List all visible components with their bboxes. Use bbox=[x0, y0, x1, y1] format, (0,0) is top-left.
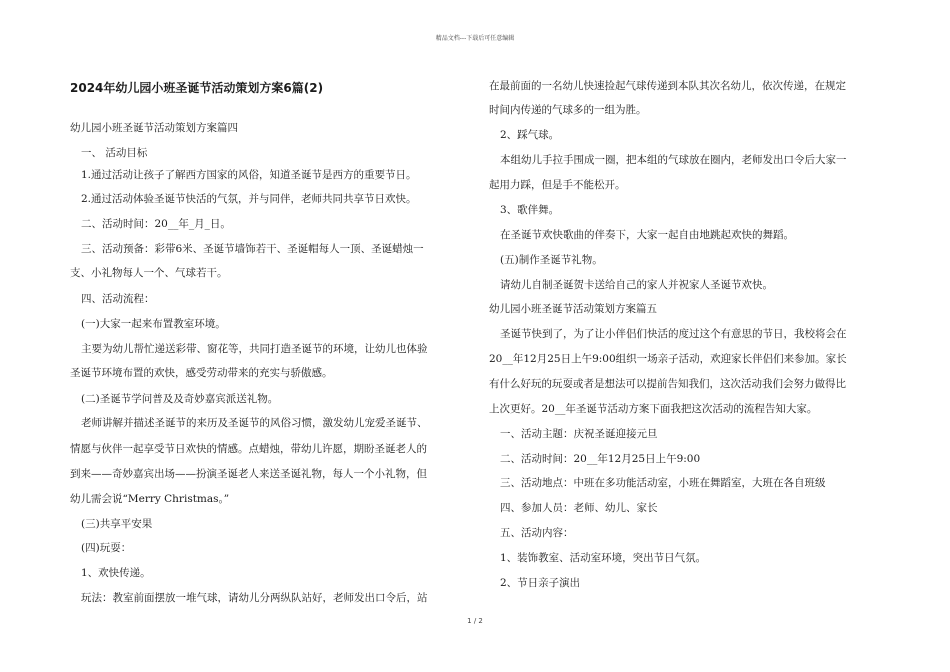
section-heading: 幼儿园小班圣诞节活动策划方案篇五 bbox=[489, 303, 657, 315]
paragraph-line: 四、参加人员：老师、幼儿、家长 bbox=[500, 502, 658, 514]
page-header: 精品文档---下载后可任意编辑 bbox=[435, 35, 515, 42]
paragraph-line: (三)共享平安果 bbox=[81, 518, 153, 530]
paragraph-line: 老师讲解并描述圣诞节的来历及圣诞节的风俗习惯，激发幼儿宠爱圣诞节、 bbox=[81, 417, 428, 429]
right-column bbox=[489, 0, 881, 672]
paragraph-line: 起用力踩，但是手不能松开。 bbox=[489, 179, 626, 191]
paragraph-line: 三、活动地点：中班在多功能活动室，小班在舞蹈室，大班在各自班级 bbox=[500, 477, 826, 489]
paragraph-line: 2、踩气球。 bbox=[500, 129, 560, 141]
paragraph-line: 五、活动内容： bbox=[500, 527, 574, 539]
left-column bbox=[70, 0, 458, 672]
paragraph-line: 1、装饰教室、活动室环境，突出节日气氛。 bbox=[500, 552, 707, 564]
paragraph-line: 幼儿需会说“Merry Christmas。” bbox=[70, 493, 230, 505]
paragraph-line: 上次更好。20__年圣诞节活动方案下面我把这次活动的流程告知大家。 bbox=[489, 403, 818, 415]
paragraph-line: 二、活动时间：20__年_月_日。 bbox=[81, 218, 231, 230]
paragraph-line: 圣诞节环境布置的欢快，感受劳动带来的充实与骄傲感。 bbox=[70, 367, 333, 379]
paragraph-line: 四、活动流程： bbox=[81, 293, 155, 305]
paragraph-line: 情愿与伙伴一起享受节日欢快的情感。点蜡烛，带幼儿许愿，期盼圣诞老人的 bbox=[70, 443, 427, 455]
paragraph-line: 到来——奇妙嘉宾出场——扮演圣诞老人来送圣诞礼物，每人一个小礼物，但 bbox=[70, 468, 427, 480]
paragraph-line: 1、欢快传递。 bbox=[81, 567, 151, 579]
paragraph-line: 支、小礼物每人一个、气球若干。 bbox=[70, 267, 228, 279]
paragraph-line: 圣诞节快到了，为了让小伴侣们快活的度过这个有意思的节日，我校将会在 bbox=[500, 328, 847, 340]
paragraph-line: 在最前面的一名幼儿快速捡起气球传递到本队其次名幼儿，依次传递，在规定 bbox=[489, 80, 846, 92]
document-title: 2024年幼儿园小班圣诞节活动策划方案6篇(2) bbox=[70, 81, 324, 95]
paragraph-line: 一、 活动目标 bbox=[81, 147, 148, 159]
paragraph-line: (五)制作圣诞节礼物。 bbox=[500, 254, 603, 266]
paragraph-line: 一、活动主题：庆祝圣诞迎接元旦 bbox=[500, 428, 658, 440]
paragraph-line: 在圣诞节欢快歌曲的伴奏下，大家一起自由地跳起欢快的舞蹈。 bbox=[500, 229, 794, 241]
paragraph-line: 2、节日亲子演出 bbox=[500, 577, 581, 589]
paragraph-line: 二、活动时间：20__年12月25日上午9:00 bbox=[500, 453, 701, 465]
paragraph-line: 主要为幼儿帮忙递送彩带、窗花等，共同打造圣诞节的环境，让幼儿也体验 bbox=[81, 343, 428, 355]
page-number: 1 / 2 bbox=[467, 617, 483, 625]
paragraph-line: 时间内传递的气球多的一组为胜。 bbox=[489, 104, 647, 116]
paragraph-line: 本组幼儿手拉手围成一圈，把本组的气球放在圈内，老师发出口令后大家一 bbox=[500, 154, 847, 166]
paragraph-line: 1.通过活动让孩子了解西方国家的风俗，知道圣诞节是西方的重要节日。 bbox=[81, 169, 417, 181]
paragraph-line: (四)玩耍： bbox=[81, 542, 132, 554]
paragraph-line: 3、歌伴舞。 bbox=[500, 204, 560, 216]
paragraph-line: 三、活动预备：彩带6米、圣诞节墙饰若干、圣诞帽每人一顶、圣诞蜡烛一 bbox=[81, 243, 424, 255]
paragraph-line: (二)圣诞节学问普及及奇妙嘉宾派送礼物。 bbox=[81, 393, 279, 405]
paragraph-line: 请幼儿自制圣诞贺卡送给自己的家人并祝家人圣诞节欢快。 bbox=[500, 279, 773, 291]
paragraph-line: 20__年12月25日上午9:00组织一场亲子活动，欢迎家长伴侣们来参加。家长 bbox=[489, 353, 847, 365]
paragraph-line: (一)大家一起来布置教室环境。 bbox=[81, 318, 226, 330]
paragraph-line: 2.通过活动体验圣诞节快活的气氛，并与同伴，老师共同共享节日欢快。 bbox=[81, 193, 417, 205]
section-heading: 幼儿园小班圣诞节活动策划方案篇四 bbox=[70, 122, 238, 134]
paragraph-line: 有什么好玩的玩耍或者是想法可以提前告知我们，这次活动我们会努力做得比 bbox=[489, 378, 846, 390]
paragraph-line: 玩法：教室前面摆放一堆气球，请幼儿分两纵队站好，老师发出口令后，站 bbox=[81, 592, 428, 604]
